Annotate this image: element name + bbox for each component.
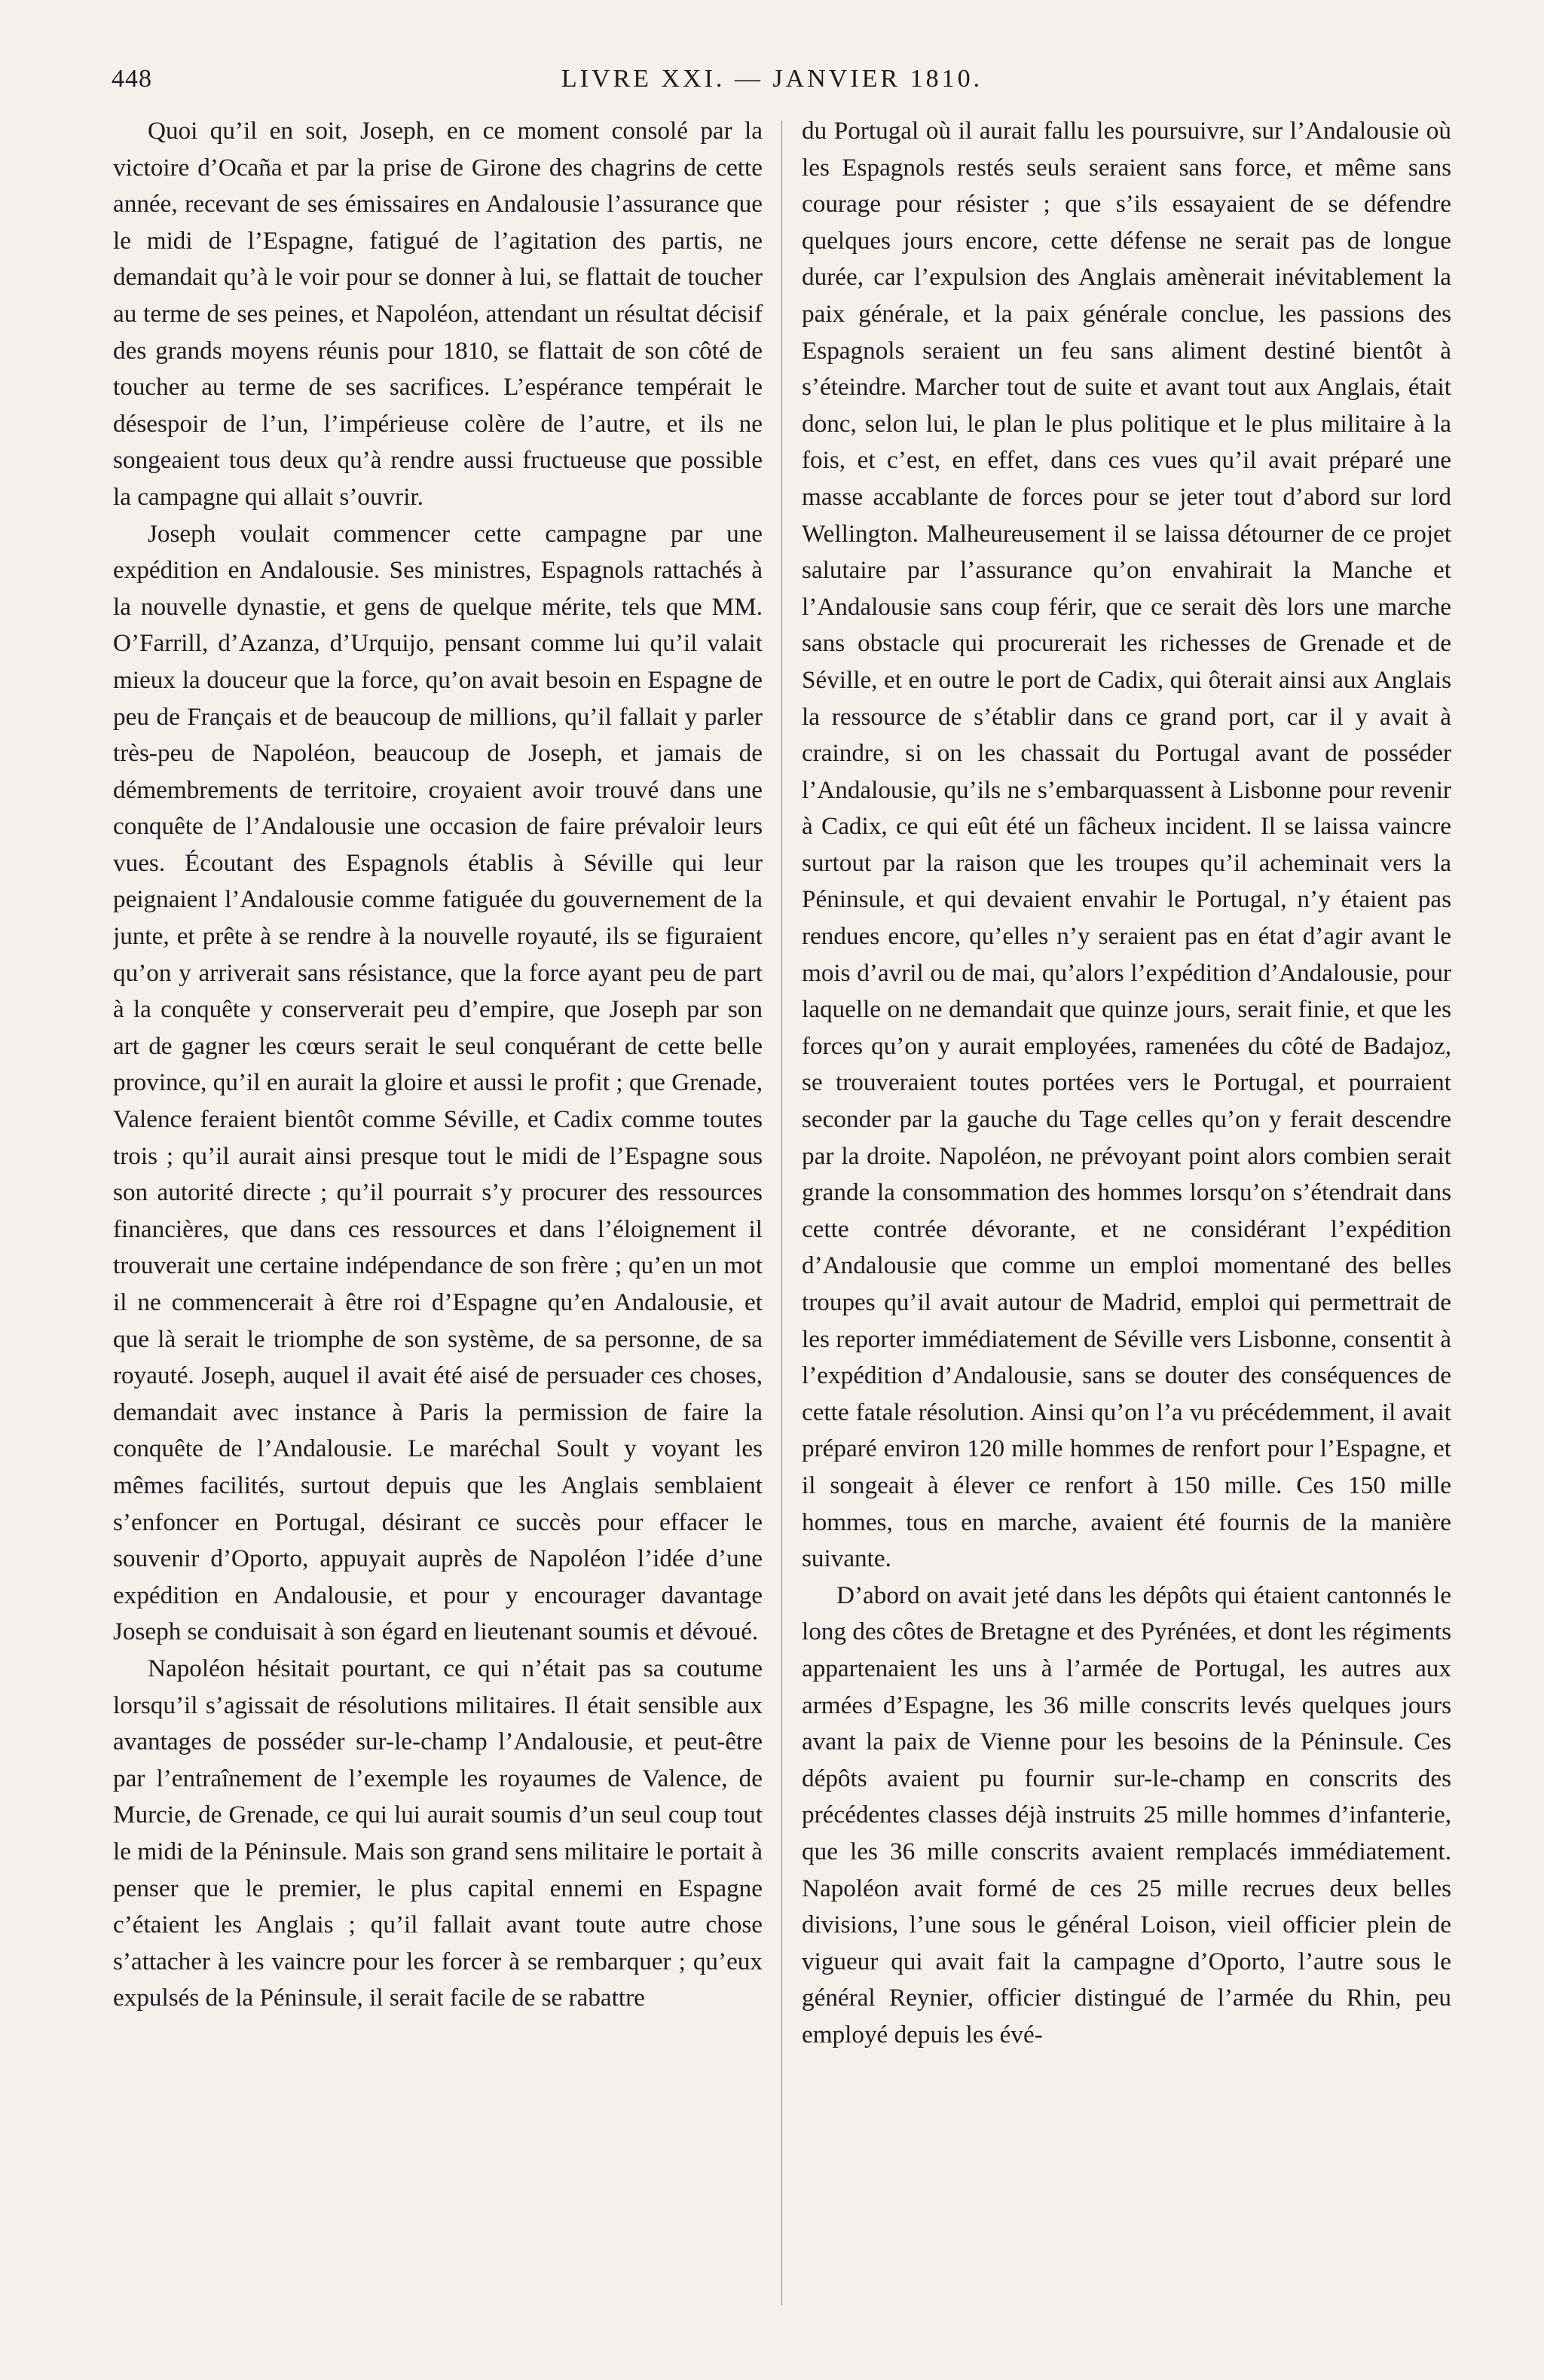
paragraph-continuation: du Portugal où il aurait fallu les poursuivre, sur l’Andalousie où les Espagnols restés seuls seraient sans force, et même sans courage pour résister ; que s’ils essayaient de se défendre quelques jours encore, cette défense ne serait pas de longue durée, car l’expulsion des Anglais amènerait inévitablement la paix générale, et la paix générale conclue, les passions des Espagnols seraient un feu sans aliment destiné bientôt à s’éteindre. Marcher tout de suite et avant tout aux Anglais, était donc, selon lui, le plan le plus politique et le plus militaire à la fois, et c’est, en effet, dans ces vues qu’il avait préparé une masse accablante de forces pour se jeter tout d’abord sur lord Wellington. Malheureusement il se laissa détourner de ce projet salutaire par l’assurance qu’on envahirait la Manche et l’Andalousie sans coup férir, que ce serait dès lors une marche sans obstacle qui procurerait les richesses de Grenade et de Séville, et en outre le port de Cadix, qui ôterait ainsi aux Anglais la ressource de s’établir dans ce grand port, car il y avait à craindre, si on les chassait du Portugal avant de posséder l’Andalousie, qu’ils ne s’embarquassent à Lisbonne pour revenir à Cadix, ce qui eût été un fâcheux incident. Il se laissa vaincre surtout par la raison que les troupes qu’il acheminait vers la Péninsule, et qui devaient envahir le Portugal, n’y étaient pas rendues encore, qu’elles n’y seraient pas en état d’agir avant le mois d’avril ou de mai, qu’alors l’expédition d’Andalousie, pour laquelle on ne demandait que quinze jours, serait finie, et que les forces qu’on y aurait employées, ramenées du côté de Badajoz, se trouveraient toutes portées vers le Portugal, et pourraient seconder par la gauche du Tage celles qu’on y ferait descendre par la droite. Napoléon, ne prévoyant point alors combien serait grande la consommation des hommes lorsqu’on s’étendrait dans cette contrée dévorante, et ne considérant l’expédition d’Andalousie que comme un emploi momentané des belles troupes qu’il avait autour de Madrid, emploi qui permettrait de les reporter immédiatement de Séville vers Lisbonne, consentit à l’expédition d’Andalousie, sans se douter des conséquences de cette fatale résolution. Ainsi qu’on l’a vu précédemment, il avait préparé environ 120 mille hommes de renfort pour l’Espagne, et il songeait à élever ce renfort à 150 mille. Ces 150 mille hommes, tous en marche, avaient été fournis de la manière suivante. xyxy=(802,117,1451,1573)
paragraph: Joseph voulait commencer cette campagne par une expédition en Andalousie. Ses ministres, Espagnols rattachés à la nouvelle dynastie, et gens de quelque mérite, tels que MM. O’Farrill, d’Azanza, d’Urquijo, pensant comme lui qu’il valait mieux la douceur que la force, qu’on avait besoin en Espagne de peu de Français et de beaucoup de millions, qu’il fallait y parler très-peu de Napoléon, beaucoup de Joseph, et jamais de démembrements de territoire, croyaient avoir trouvé dans une conquête de l’Andalousie une occasion de faire prévaloir leurs vues. Écoutant des Espagnols établis à Séville qui leur peignaient l’Andalousie comme fatiguée du gouvernement de la junte, et prête à se rendre à la nouvelle royauté, ils se figuraient qu’on y arriverait sans résistance, que la force ayant peu de part à la conquête y conserverait peu d’empire, que Joseph par son art de gagner les cœurs serait le seul conquérant de cette belle province, qu’il en aurait la gloire et aussi le profit ; que Grenade, Valence feraient bientôt comme Séville, et Cadix comme toutes trois ; qu’il aurait ainsi presque tout le midi de l’Espagne sous son autorité directe ; qu’il pourrait s’y procurer des ressources financières, que dans ces ressources et dans l’éloignement il trouverait une certaine indépendance de son frère ; qu’en un mot il ne commencerait à être roi d’Espagne qu’en Andalousie, et que là serait le triomphe de son système, de sa personne, de sa royauté. Joseph, auquel il avait été aisé de persuader ces choses, demandait avec instance à Paris la permission de faire la conquête de l’Andalousie. Le maréchal Soult y voyant les mêmes facilités, surtout depuis que les Anglais semblaient s’enfoncer en Portugal, désirant ce succès pour effacer le souvenir d’Oporto, appuyait auprès de Napoléon l’idée d’une expédition en Andalousie, et pour y encourager davantage Joseph se conduisait à son égard en lieutenant soumis et dévoué. xyxy=(113,519,763,1646)
paragraph: Napoléon hésitait pourtant, ce qui n’était pas sa coutume lorsqu’il s’agissait de résolutions militaires. Il était sensible aux avantages de posséder sur-le-champ l’Andalousie, et peut-être par l’entraînement de l’exemple les royaumes de Valence, de Murcie, de Grenade, ce qui lui aurait soumis d’un seul coup tout le midi de la Péninsule. Mais son grand sens militaire le portait à penser que le premier, le plus capital ennemi en Espagne c’étaient les Anglais ; qu’il fallait avant toute autre chose s’attacher à les vaincre pour les forcer à se rembarquer ; qu’eux expulsés de la Péninsule, il serait facile de se rabattre xyxy=(113,1654,763,2012)
right-column xyxy=(802,113,1451,2317)
paragraph: Quoi qu’il en soit, Joseph, en ce moment consolé par la victoire d’Ocaña et par la prise de Girone des chagrins de cette année, recevant de ses émissaires en Andalousie l’assurance que le midi de l’Espagne, fatigué de l’agitation des partis, ne demandait qu’à le voir pour se donner à lui, se flattait de toucher au terme de ses peines, et Napoléon, attendant un résultat décisif des grands moyens réunis pour 1810, se flattait de son côté de toucher au terme de ses sacrifices. L’espérance tempérait le désespoir de l’un, l’impérieuse colère de l’autre, et ils ne songeaient tous deux qu’à rendre aussi fructueuse que possible la campagne qui allait s’ouvrir. xyxy=(113,117,763,511)
running-title: LIVRE XXI. — JANVIER 1810. xyxy=(561,65,983,93)
left-column xyxy=(113,113,763,2317)
page-number: 448 xyxy=(112,65,152,93)
paragraph: D’abord on avait jeté dans les dépôts qui étaient cantonnés le long des côtes de Bretagne et des Pyrénées, et dont les régiments appartenaient les uns à l’armée de Portugal, les autres aux armées d’Espagne, les 36 mille conscrits levés quelques jours avant la paix de Vienne pour les besoins de la Péninsule. Ces dépôts avaient pu fournir sur-le-champ en conscrits des précédentes classes déjà instruits 25 mille hommes d’infanterie, que les 36 mille conscrits avaient remplacés immédiatement. Napoléon avait formé de ces 25 mille recrues deux belles divisions, l’une sous le général Loison, vieil officier plein de vigueur qui avait fait la campagne d’Oporto, l’autre sous le général Reynier, officier distingué de l’armée du Rhin, peu employé depuis les évé- xyxy=(802,1581,1451,2049)
running-header xyxy=(112,65,1432,107)
column-divider xyxy=(781,121,782,2305)
